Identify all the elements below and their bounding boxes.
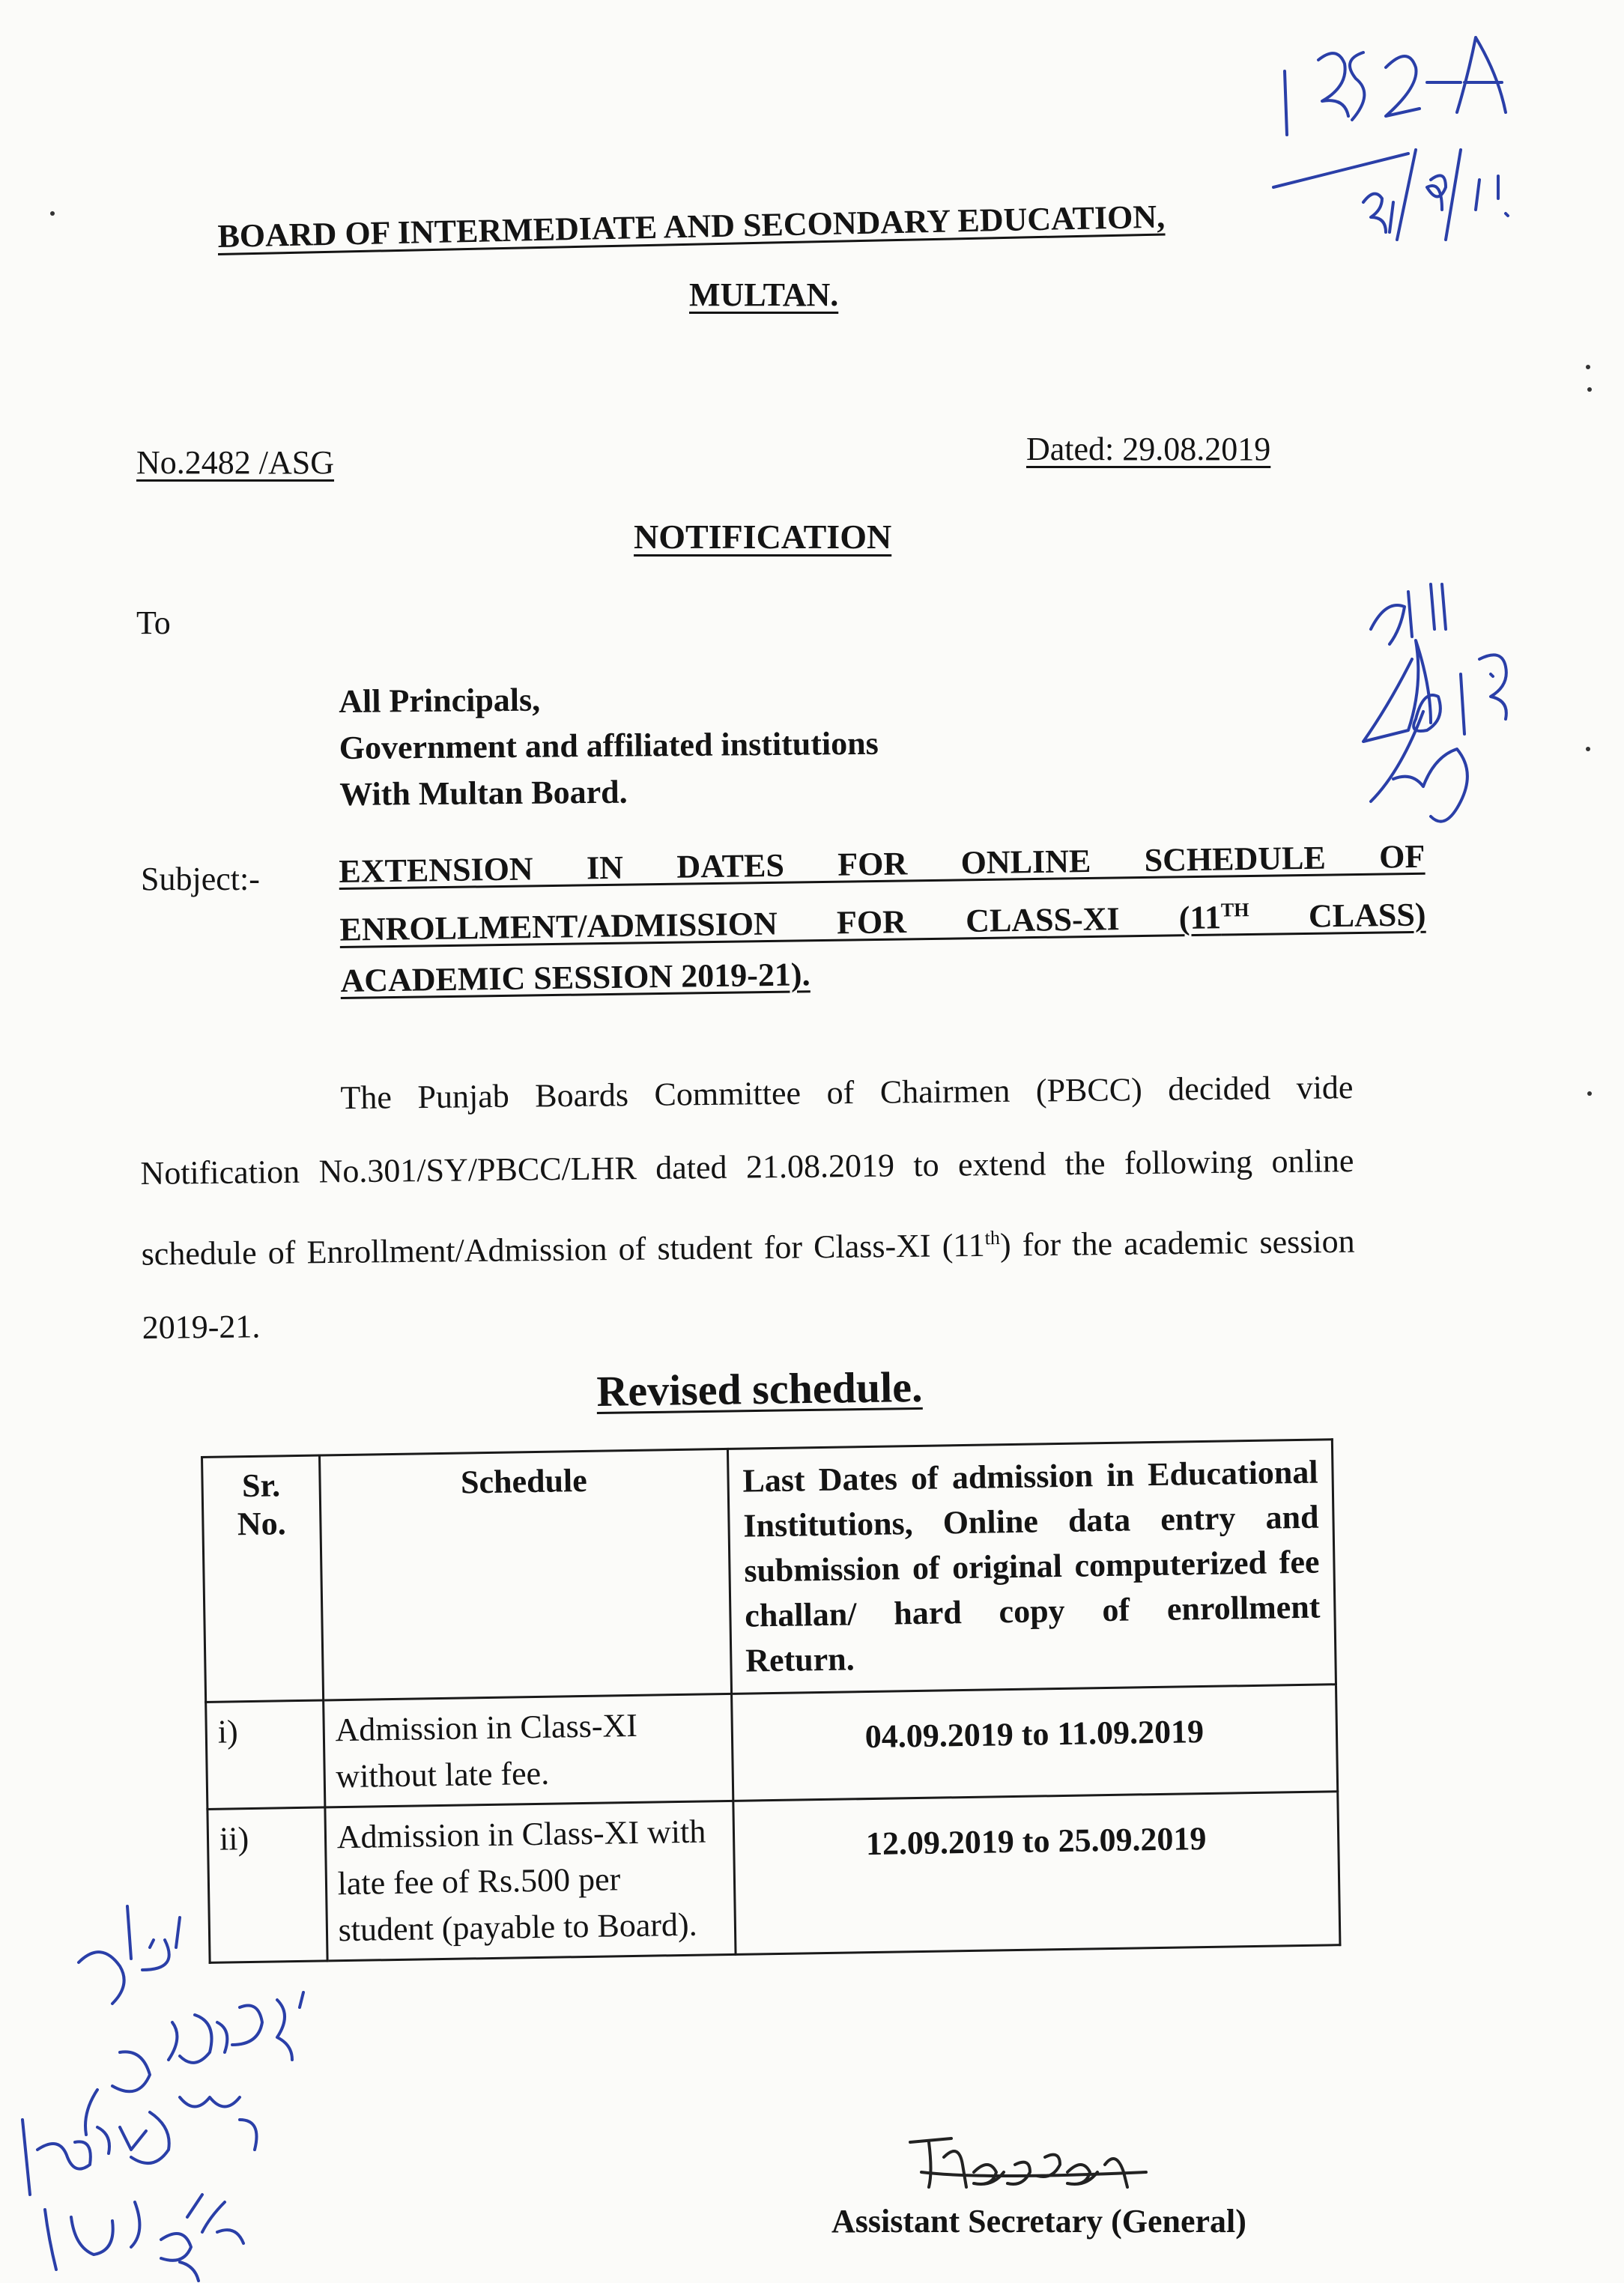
row-dates: 04.09.2019 to 11.09.2019 [731,1685,1337,1801]
row-schedule: Admission in Class-XI without late fee. [323,1694,733,1807]
body-text: The Punjab Boards Committee of Chairmen (PBCC) decided vide Notification No.301/SY/PBCC/LHR dated 21.08.2019 to extend the following online schedule of Enrollment/Admission of student for Class-XI (11 [140,1069,1354,1273]
addressee-line: With Multan Board. [339,773,628,813]
signatory-title: Assistant Secretary (General) [831,2203,1246,2240]
header-last-dates: Last Dates of admission in Educational Institutions, Online data entry and submission of original computerized fee challan/ hard copy of enrollment Return. [727,1440,1336,1694]
margin-marks [50,211,1592,1096]
board-name-heading: BOARD OF INTERMEDIATE AND SECONDARY EDUCATION, [217,198,1166,255]
board-city-heading: MULTAN. [689,276,839,313]
subject-line: ACADEMIC SESSION 2019-21). [340,955,811,999]
urdu-handwritten-note [22,1906,303,2281]
subject-line: EXTENSION IN DATES FOR ONLINE SCHEDULE OF [339,837,1425,890]
handwritten-signature [910,2138,1146,2187]
row-schedule: Admission in Class-XI with late fee of Rs.500 per student (payable to Board). [325,1801,736,1961]
to-label: To [136,604,171,641]
header-sr-no: Sr. No. [202,1455,324,1702]
addressee-line: All Principals, [339,681,541,720]
notification-title: NOTIFICATION [634,518,892,556]
reference-number: No.2482 /ASG [136,444,335,481]
diary-stamp-scribble [1273,37,1508,240]
issue-date: Dated: 29.08.2019 [1026,431,1271,467]
body-text: ) for the academic session 2019-21. [142,1222,1355,1346]
header-schedule: Schedule [319,1449,731,1700]
row-dates: 12.09.2019 to 25.09.2019 [733,1792,1340,1955]
subject-line-part: ENROLLMENT/ADMISSION FOR CLASS-XI (11 [339,899,1222,948]
row-sr: ii) [207,1807,327,1962]
addressee-line: Government and affiliated institutions [339,724,879,766]
subject-superscript: TH [1220,899,1249,921]
initials-scribble [1363,584,1506,822]
schedule-heading: Revised schedule. [596,1362,923,1416]
subject-line-part: CLASS) [1249,896,1426,936]
body-superscript: th [984,1226,1001,1249]
subject-label: Subject:- [141,861,260,897]
row-sr: i) [206,1700,325,1809]
